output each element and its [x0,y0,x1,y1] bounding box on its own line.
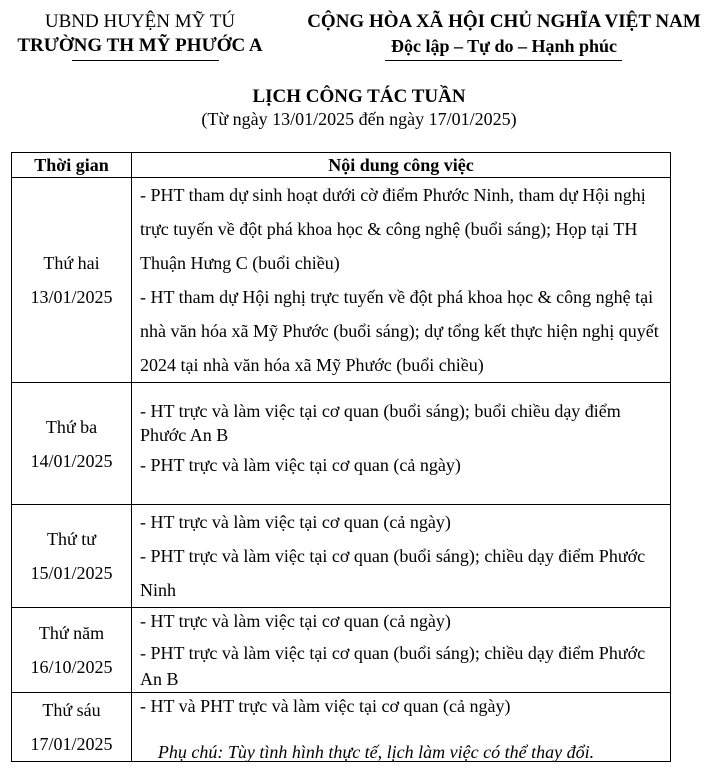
content-cell [132,608,671,693]
task-item: - PHT tham dự sinh hoạt dưới cờ điểm Phước Ninh, tham dự Hội nghị trực tuyến về đột phá khoa học & công nghệ (buổi sáng); Họp tại TH Thuận Hưng C (buổi chiều) [140,185,646,273]
day-date: 13/01/2025 [30,287,113,307]
task-item: - HT trực và làm việc tại cơ quan (cả ngày) [140,512,451,532]
day-name: Thứ tư [46,529,96,549]
task-item: - HT trực và làm việc tại cơ quan (buổi sáng); buổi chiều dạy điểm Phước An B [140,401,621,445]
table-header-row [12,153,671,178]
weekly-schedule-table [11,152,671,762]
table-row [12,178,671,383]
national-header [290,10,718,58]
day-name: Thứ sáu [42,700,101,720]
district-name: UBND HUYỆN MỸ TÚ [44,11,236,32]
school-name-underline [72,60,219,61]
day-date: 15/01/2025 [30,563,113,583]
task-item: - PHT trực và làm việc tại cơ quan (cả ngày) [140,455,461,475]
schedule-title: LỊCH CÔNG TÁC TUẦN [252,86,466,107]
table-row [12,383,671,505]
day-name: Thứ năm [38,623,105,643]
content-cell [132,505,671,608]
day-date: 14/01/2025 [30,450,113,471]
task-item: - HT và PHT trực và làm việc tại cơ quan (cả ngày) [140,696,511,716]
national-name: CỘNG HÒA XÃ HỘI CHỦ NGHĨA VIỆT NAM [307,11,701,32]
day-cell [12,178,132,383]
column-header-time: Thời gian [12,153,132,178]
day-cell [12,608,132,693]
organization-header [0,10,280,58]
footnote: Phụ chú: Tùy tình hình thực tế, lịch làm việc có thể thay đổi. [157,742,595,762]
day-cell [12,505,132,608]
table-row [12,608,671,693]
task-item: - PHT trực và làm việc tại cơ quan (buổi sáng); chiều dạy điểm Phước Ninh [140,546,646,600]
school-name: TRƯỜNG TH MỸ PHƯỚC A [17,35,263,56]
column-header-content: Nội dung công việc [132,153,671,178]
day-name: Thứ hai [43,253,100,273]
day-date: 17/01/2025 [30,734,113,754]
day-date: 16/10/2025 [30,657,113,677]
national-motto-underline [385,60,622,61]
day-name: Thứ ba [45,416,98,437]
national-motto: Độc lập – Tự do – Hạnh phúc [390,36,618,56]
task-item: - PHT trực và làm việc tại cơ quan (buổi sáng); chiều dạy điểm Phước An B [140,643,646,689]
content-cell [132,383,671,505]
content-cell [132,178,671,383]
schedule-date-range: (Từ ngày 13/01/2025 đến ngày 17/01/2025) [201,109,517,129]
day-cell [12,383,132,505]
task-item: - HT tham dự Hội nghị trực tuyến về đột phá khoa học & công nghệ tại nhà văn hóa xã Mỹ Phước (buổi sáng); dự tổng kết thực hiện nghị quyết 2024 tại nhà văn hóa xã Mỹ Phước (buổi chiều) [140,287,659,375]
table-row [12,505,671,608]
task-item: - HT trực và làm việc tại cơ quan (cả ngày) [140,611,451,631]
document-title [0,86,718,130]
